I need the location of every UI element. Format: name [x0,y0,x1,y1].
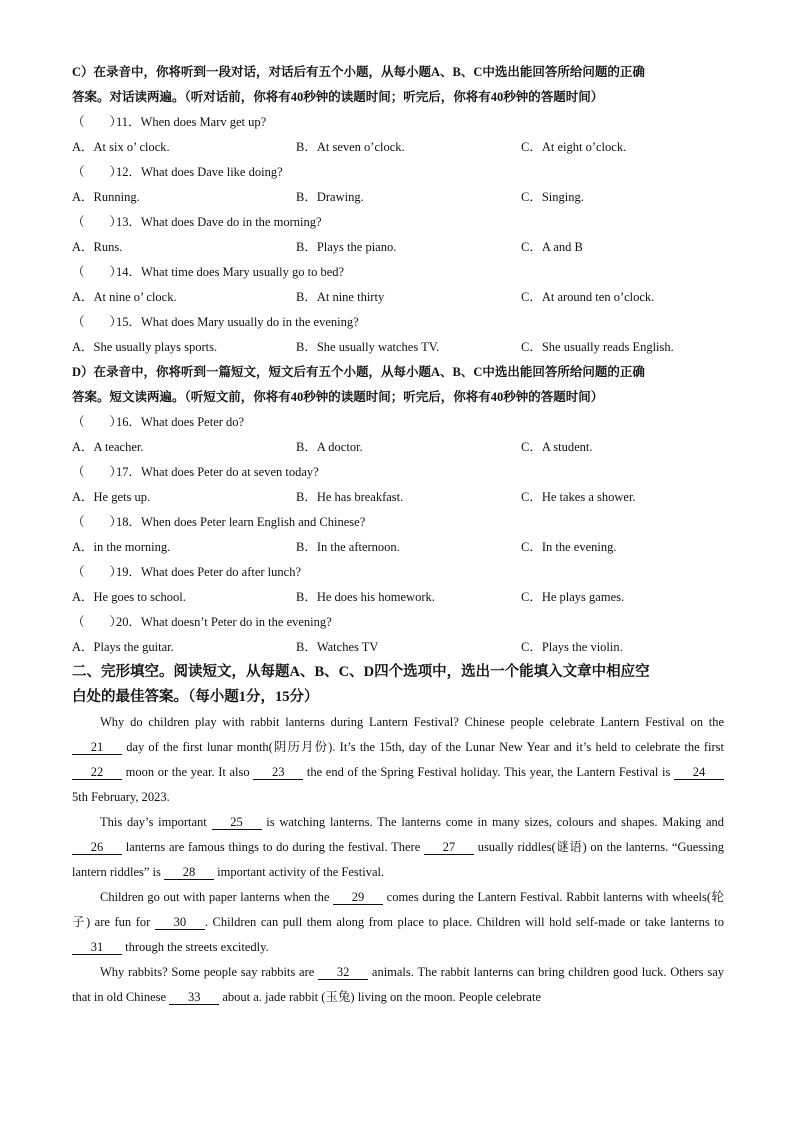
answer-bracket[interactable]: （ ） [72,415,123,429]
answer-bracket[interactable]: （ ） [72,515,123,529]
answer-bracket[interactable]: （ ） [72,565,123,579]
options-row [72,335,724,360]
option-c[interactable]: C．Plays the violin. [521,640,623,654]
option-c[interactable]: C．At eight o’clock. [521,140,627,154]
question-text: 20．What doesn’t Peter do in the evening? [116,615,332,629]
passage-text: comes during the Lantern Festival. Rabbit lanterns with wheels(轮子) are fun for [72,890,724,929]
options-row [72,535,724,560]
question-text: 13．What does Dave do in the morning? [116,215,322,229]
passage-paragraph-2 [72,810,724,885]
option-a[interactable]: A．He goes to school. [72,590,186,604]
option-a[interactable]: A．Running. [72,190,140,204]
question-text: 16．What does Peter do? [116,415,245,429]
option-b[interactable]: B．At nine thirty [296,290,385,304]
option-b[interactable]: B．Watches TV [296,640,379,654]
options-row [72,135,724,160]
option-b[interactable]: B．He has breakfast. [296,490,404,504]
question-text: 17．What does Peter do at seven today? [116,465,319,479]
blank-33[interactable]: 33 [169,990,219,1005]
option-c[interactable]: C．In the evening. [521,540,617,554]
section-d-questions [72,410,724,660]
options-row [72,185,724,210]
options-row [72,635,724,660]
blank-27[interactable]: 27 [424,840,474,855]
answer-bracket[interactable]: （ ） [72,265,123,279]
option-a[interactable]: A．She usually plays sports. [72,340,218,354]
blank-25[interactable]: 25 [212,815,262,830]
blank-22[interactable]: 22 [72,765,122,780]
question-text: 18．When does Peter learn English and Chinese? [116,515,366,529]
passage-text: through the streets excitedly. [122,940,269,954]
passage-text: This day’s important [100,815,212,829]
option-b[interactable]: B．In the afternoon. [296,540,400,554]
passage-text: moon or the year. It also [122,765,254,779]
exam-page [72,60,724,1010]
option-c[interactable]: C．At around ten o’clock. [521,290,655,304]
passage-text: is watching lanterns. The lanterns come in many sizes, colours and shapes. Making and [261,815,724,829]
question-stem [72,510,724,535]
passage-text: 5th February, 2023. [72,790,170,804]
blank-24[interactable]: 24 [674,765,724,780]
passage-text: the end of the Spring Festival holiday. This year, the Lantern Festival is [303,765,674,779]
option-a[interactable]: A．A teacher. [72,440,144,454]
option-b[interactable]: B．At seven o’clock. [296,140,405,154]
passage-text: important activity of the Festival. [214,865,385,879]
option-c[interactable]: C．A student. [521,440,593,454]
question-text: 15．What does Mary usually do in the evening? [116,315,359,329]
question-stem [72,210,724,235]
blank-23[interactable]: 23 [253,765,303,780]
question-stem [72,460,724,485]
option-a[interactable]: A．At six o’ clock. [72,140,170,154]
passage-paragraph-4 [72,960,724,1010]
answer-bracket[interactable]: （ ） [72,315,123,329]
blank-21[interactable]: 21 [72,740,122,755]
option-c[interactable]: C．He takes a shower. [521,490,636,504]
options-row [72,285,724,310]
question-stem [72,260,724,285]
question-stem [72,410,724,435]
option-b[interactable]: B．Plays the piano. [296,240,397,254]
options-row [72,485,724,510]
passage-text: Why do children play with rabbit lanterns during Lantern Festival? Chinese people celebrate Lantern Festival on the [100,715,724,729]
question-stem [72,110,724,135]
option-c[interactable]: C．He plays games. [521,590,625,604]
option-b[interactable]: B．She usually watches TV. [296,340,440,354]
passage-text: about a. jade rabbit (玉兔) living on the moon. People celebrate [219,990,541,1004]
blank-31[interactable]: 31 [72,940,122,955]
question-text: 12．What does Dave like doing? [116,165,283,179]
question-text: 19．What does Peter do after lunch? [116,565,302,579]
options-row [72,585,724,610]
passage-text: animals. The rabbit lanterns can bring children good luck. Others say that in old Chinese [72,965,724,1004]
option-c[interactable]: C．A and B [521,240,583,254]
section-d-instructions-line1: D）在录音中，你将听到一篇短文，短文后有五个小题，从每小题A、B、C中选出能回答所给问题的正确 [72,365,645,379]
blank-30[interactable]: 30 [155,915,205,930]
passage-text: lanterns are famous things to do during the festival. There [122,840,424,854]
blank-26[interactable]: 26 [72,840,122,855]
option-b[interactable]: B．A doctor. [296,440,363,454]
answer-bracket[interactable]: （ ） [72,465,123,479]
option-a[interactable]: A．Runs. [72,240,123,254]
section-d-instructions-line2: 答案。短文读两遍。（听短文前，你将有40秒钟的读题时间；听完后，你将有40秒钟的答题时间） [72,390,604,404]
question-text: 14．What time does Mary usually go to bed? [116,265,345,279]
option-b[interactable]: B．He does his homework. [296,590,435,604]
passage-text: usually riddles(谜语) on the lanterns. “Guessing lantern riddles” is [72,840,725,879]
passage-text: day of the first lunar month(阴历月份). It’s the 15th, day of the Lunar New Year and it’s held to celebrate the first [122,740,724,754]
question-stem [72,610,724,635]
option-c[interactable]: C．Singing. [521,190,584,204]
question-stem [72,160,724,185]
passage-text: . Children can pull them along from place to place. Children will hold self-made or take lanterns to [204,915,724,929]
answer-bracket[interactable]: （ ） [72,165,123,179]
blank-29[interactable]: 29 [333,890,383,905]
passage-text: Why rabbits? Some people say rabbits are [100,965,319,979]
question-stem [72,310,724,335]
passage-paragraph-1 [72,710,724,810]
section-c-instructions-line2: 答案。对话读两遍。（听对话前，你将有40秒钟的读题时间；听完后，你将有40秒钟的答题时间） [72,90,604,104]
section-c-instructions-line1: C）在录音中，你将听到一段对话，对话后有五个小题，从每小题A、B、C中选出能回答所给问题的正确 [72,65,645,79]
answer-bracket[interactable]: （ ） [72,115,123,129]
option-a[interactable]: A．Plays the guitar. [72,640,174,654]
section-c-questions [72,110,724,360]
question-stem [72,560,724,585]
cloze-heading-line2: 白处的最佳答案。（每小题1分，15分） [72,689,319,705]
question-text: 11．When does Marv get up? [116,115,267,129]
option-c[interactable]: C．She usually reads English. [521,340,674,354]
blank-28[interactable]: 28 [164,865,214,880]
options-row [72,435,724,460]
blank-32[interactable]: 32 [318,965,368,980]
option-a[interactable]: A．in the morning. [72,540,171,554]
option-b[interactable]: B．Drawing. [296,190,364,204]
passage-text: Children go out with paper lanterns when the [100,890,334,904]
options-row [72,235,724,260]
answer-bracket[interactable]: （ ） [72,215,123,229]
answer-bracket[interactable]: （ ） [72,615,123,629]
option-a[interactable]: A．He gets up. [72,490,151,504]
option-a[interactable]: A．At nine o’ clock. [72,290,177,304]
cloze-heading-line1: 二、完形填空。阅读短文，从每题A、B、C、D四个选项中，选出一个能填入文章中相应空 [72,664,650,680]
passage-paragraph-3 [72,885,724,960]
